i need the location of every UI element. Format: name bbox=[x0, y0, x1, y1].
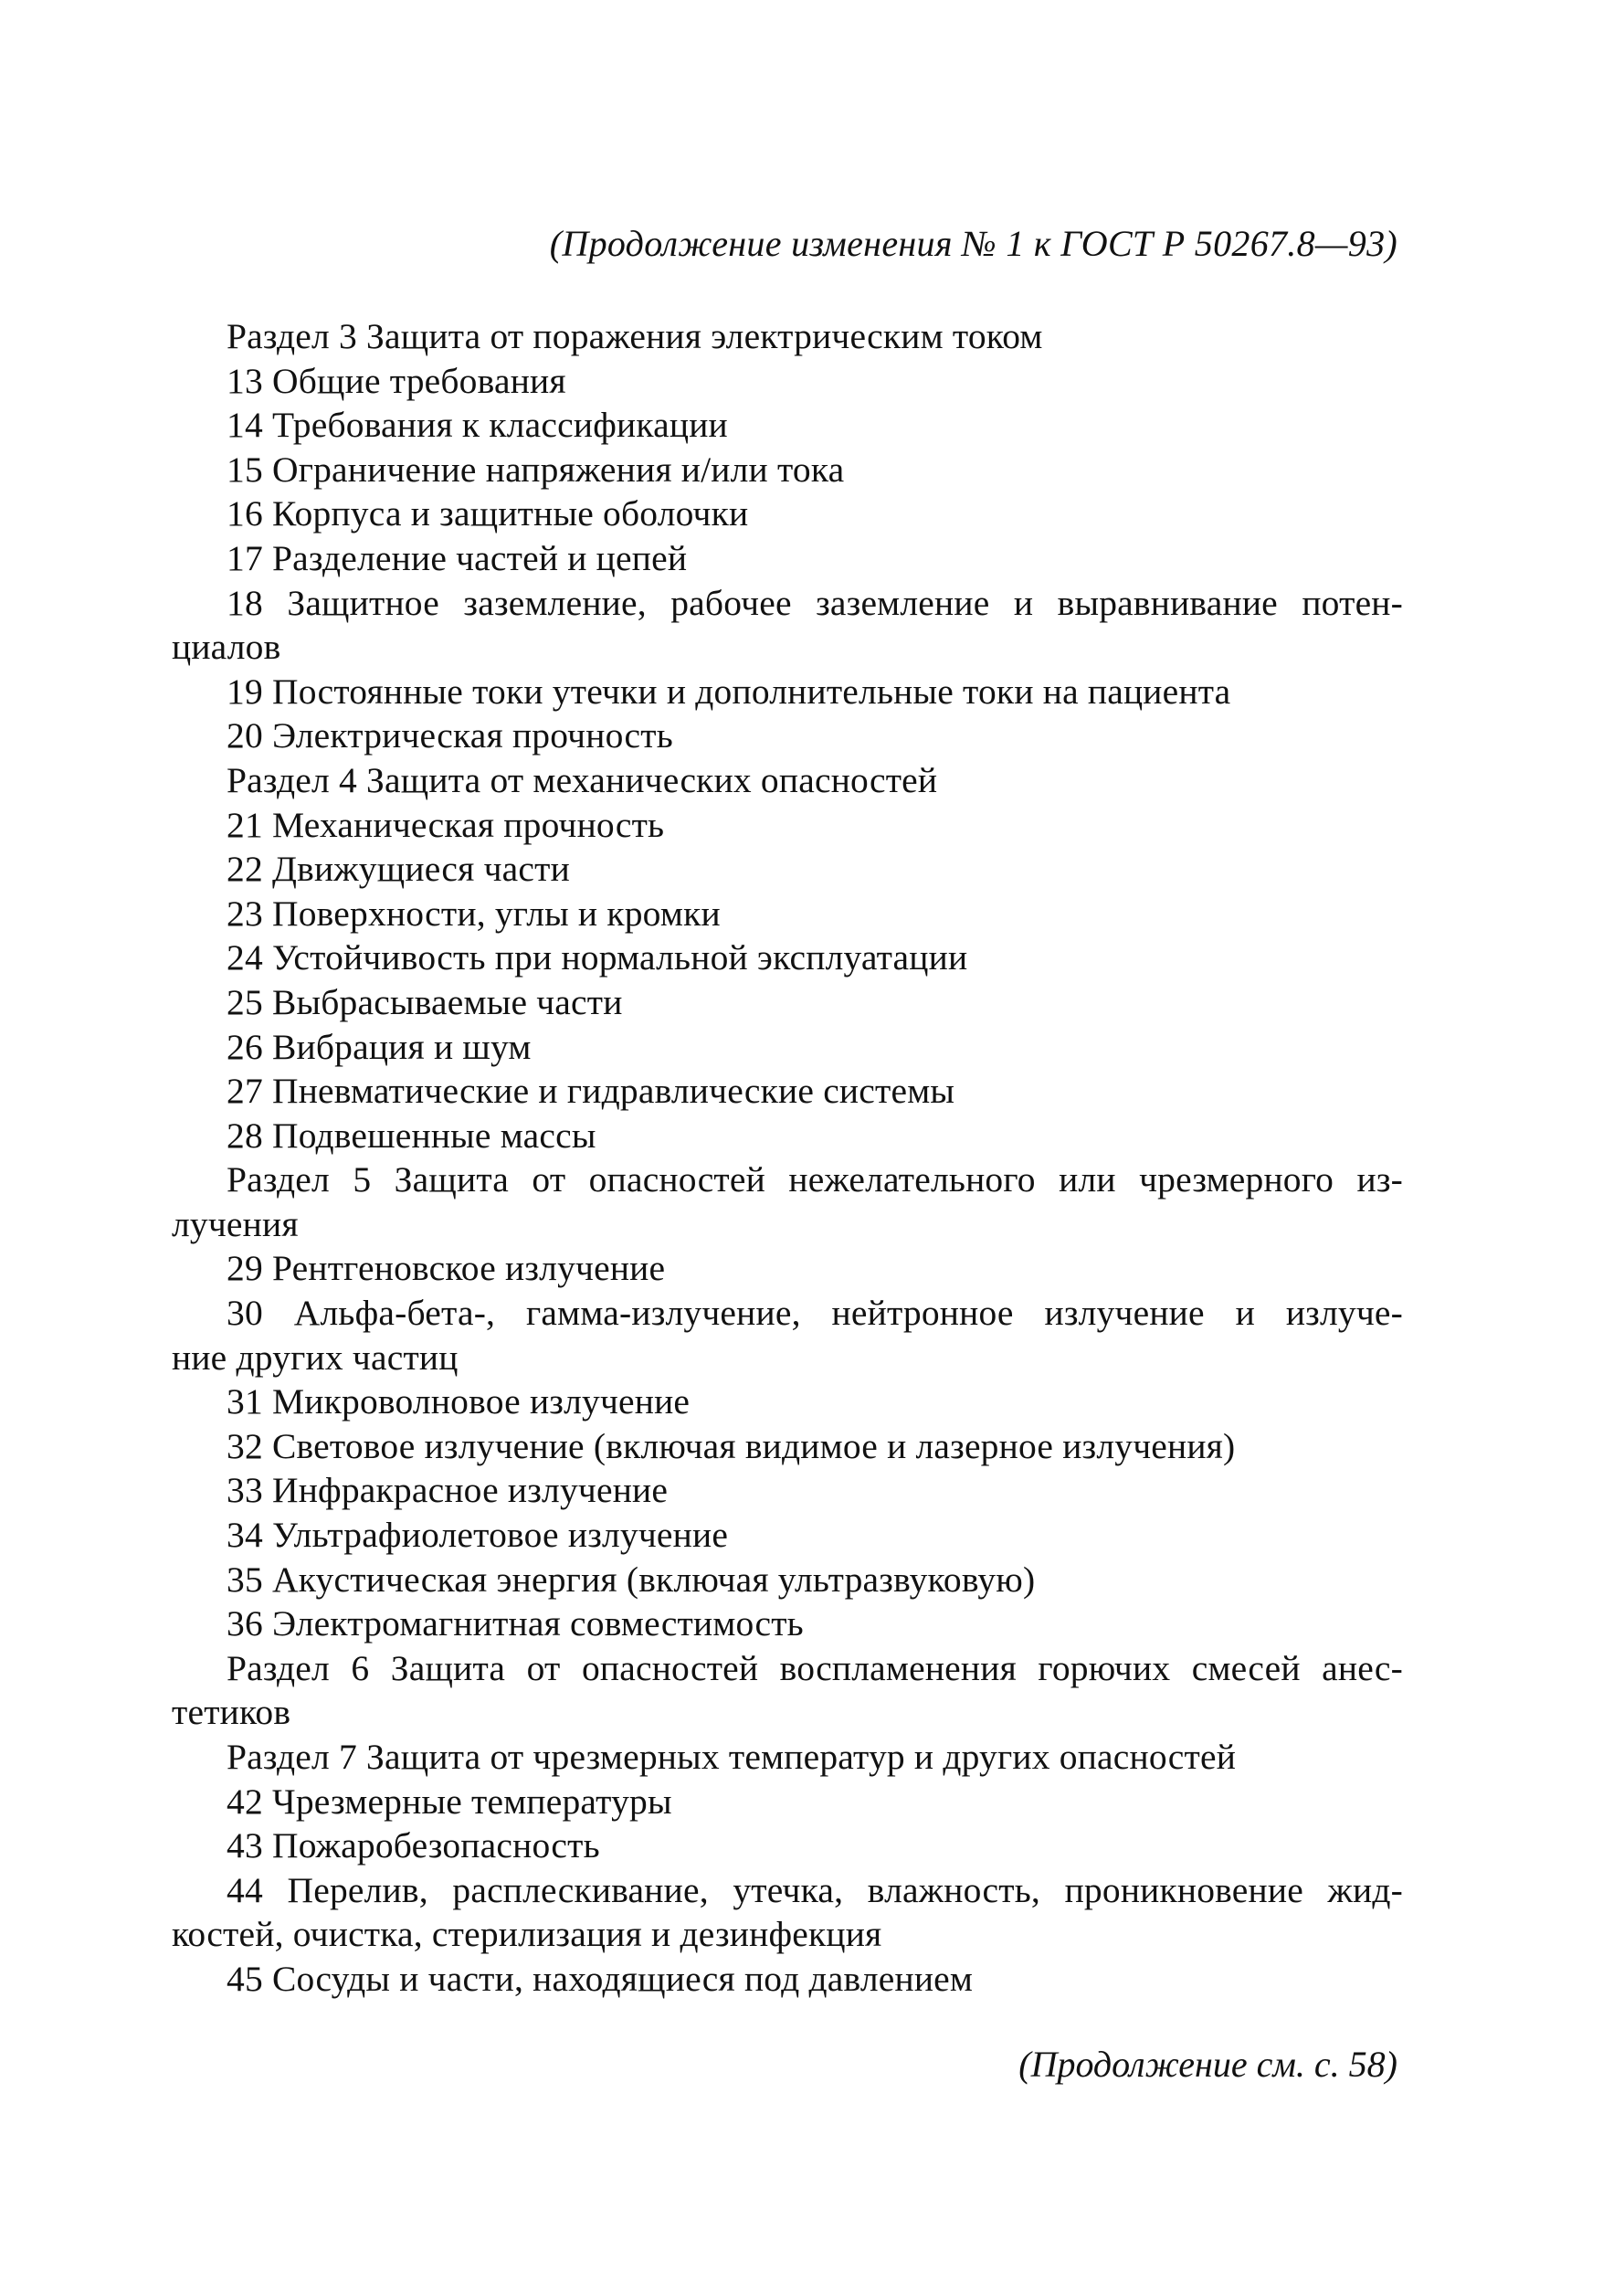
text-line: 13 Общие требования bbox=[227, 360, 566, 401]
section-list bbox=[172, 314, 1403, 2002]
text-line: 26 Вибрация и шум bbox=[227, 1026, 532, 1067]
text-line: 36 Электромагнитная совместимость bbox=[227, 1603, 804, 1644]
text-line: костей, очистка, стерилизация и дезинфекция bbox=[172, 1914, 882, 1955]
text-line: 31 Микроволновое излучение bbox=[227, 1381, 691, 1422]
text-line: тетиков bbox=[172, 1692, 291, 1733]
text-line: 17 Разделение частей и цепей bbox=[227, 537, 688, 578]
text-line: 25 Выбрасываемые части bbox=[227, 981, 623, 1022]
text-line: 16 Корпуса и защитные оболочки bbox=[227, 493, 749, 534]
text-line: 45 Сосуды и части, находящиеся под давлением bbox=[227, 1958, 974, 1999]
text-line: Раздел 3 Защита от поражения электрическим током bbox=[227, 316, 1043, 356]
text-line: 23 Поверхности, углы и кромки bbox=[227, 893, 721, 934]
text-line: Раздел 4 Защита от механических опасностей bbox=[227, 759, 938, 800]
text-line: 29 Рентгеновское излучение bbox=[227, 1248, 666, 1289]
text-line: лучения bbox=[172, 1203, 299, 1244]
text-line: 28 Подвешенные массы bbox=[227, 1115, 596, 1156]
continuation-header: (Продолжение изменения № 1 к ГОСТ Р 50267.8—93) bbox=[549, 223, 1397, 264]
text-line: 42 Чрезмерные температуры bbox=[227, 1781, 672, 1822]
text-line: Раздел 7 Защита от чрезмерных температур и других опасностей bbox=[227, 1737, 1237, 1777]
text-line: 20 Электрическая прочность bbox=[227, 715, 673, 756]
continuation-footer: (Продолжение см. с. 58) bbox=[1018, 2044, 1397, 2085]
text-line: 32 Световое излучение (включая видимое и лазерное излучения) bbox=[227, 1425, 1236, 1466]
text-line: Раздел 5 Защита от опасностей нежелательного или чрезмерного из- bbox=[227, 1159, 1403, 1200]
text-line: 18 Защитное заземление, рабочее заземление и выравнивание потен- bbox=[227, 582, 1403, 623]
text-line: 43 Пожаробезопасность bbox=[227, 1825, 600, 1866]
text-line: 34 Ультрафиолетовое излучение bbox=[227, 1515, 729, 1556]
text-line: 35 Акустическая энергия (включая ультразвуковую) bbox=[227, 1559, 1036, 1600]
text-line: 24 Устойчивость при нормальной эксплуатации bbox=[227, 937, 968, 978]
text-line: Раздел 6 Защита от опасностей воспламенения горючих смесей анес- bbox=[227, 1647, 1403, 1688]
text-line: циалов bbox=[172, 627, 281, 668]
text-line: 14 Требования к классификации bbox=[227, 405, 728, 446]
text-line: 15 Ограничение напряжения и/или тока bbox=[227, 449, 845, 490]
text-line: 22 Движущиеся части bbox=[227, 849, 570, 890]
text-line: 19 Постоянные токи утечки и дополнительные токи на пациента bbox=[227, 671, 1231, 712]
text-line: ние других частиц bbox=[172, 1337, 459, 1378]
text-line: 27 Пневматические и гидравлические системы bbox=[227, 1071, 955, 1112]
text-line: 21 Механическая прочность bbox=[227, 804, 665, 845]
text-line: 33 Инфракрасное излучение bbox=[227, 1470, 669, 1511]
text-line: 30 Альфа-бета-, гамма-излучение, нейтронное излучение и излуче- bbox=[227, 1293, 1403, 1334]
text-line: 44 Перелив, расплескивание, утечка, влажность, проникновение жид- bbox=[227, 1869, 1403, 1910]
